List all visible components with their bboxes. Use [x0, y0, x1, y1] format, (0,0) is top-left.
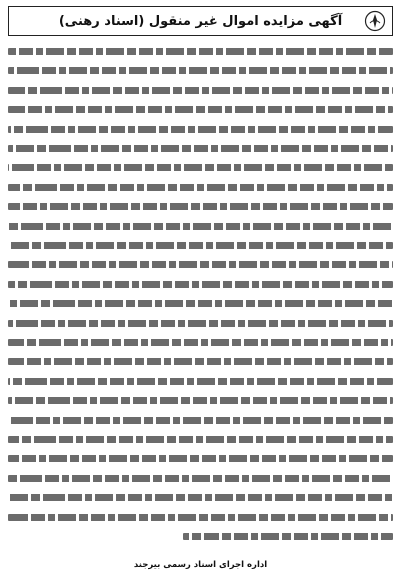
- notice-signature: اداره اجرای اسناد رسمی بیرجند: [133, 560, 268, 570]
- body-text-line: [8, 106, 393, 113]
- notice-title: آگهی مزایده اموال غیر منقول (اسناد رهنی): [58, 13, 343, 29]
- body-text-line: [8, 184, 393, 191]
- body-text-line: [8, 436, 393, 443]
- body-text-line: [8, 203, 393, 210]
- body-text-line: [8, 261, 393, 268]
- body-text-line: [8, 320, 393, 327]
- body-text-line: [8, 281, 393, 288]
- body-text-line: [8, 358, 393, 365]
- body-text-line: [8, 48, 393, 55]
- body-text-line: [8, 494, 393, 501]
- body-text-line: [8, 455, 393, 462]
- body-text-line: [8, 514, 393, 521]
- body-text-line: [8, 378, 393, 385]
- notice-header: [8, 6, 393, 36]
- body-text-line: [8, 67, 393, 74]
- body-text-line: [8, 145, 393, 152]
- body-text-line: [8, 164, 393, 171]
- body-text-line: [8, 475, 393, 482]
- body-text-line: [8, 87, 393, 94]
- body-text-line: [8, 242, 393, 249]
- emblem-icon: [364, 10, 386, 32]
- body-text-line: [8, 417, 393, 424]
- body-text-line: [8, 339, 393, 346]
- body-text-line: [8, 223, 393, 230]
- body-text-line: [183, 533, 393, 540]
- body-text-line: [8, 126, 393, 133]
- body-text-line: [8, 300, 393, 307]
- notice-body: [8, 42, 393, 548]
- body-text-line: [8, 397, 393, 404]
